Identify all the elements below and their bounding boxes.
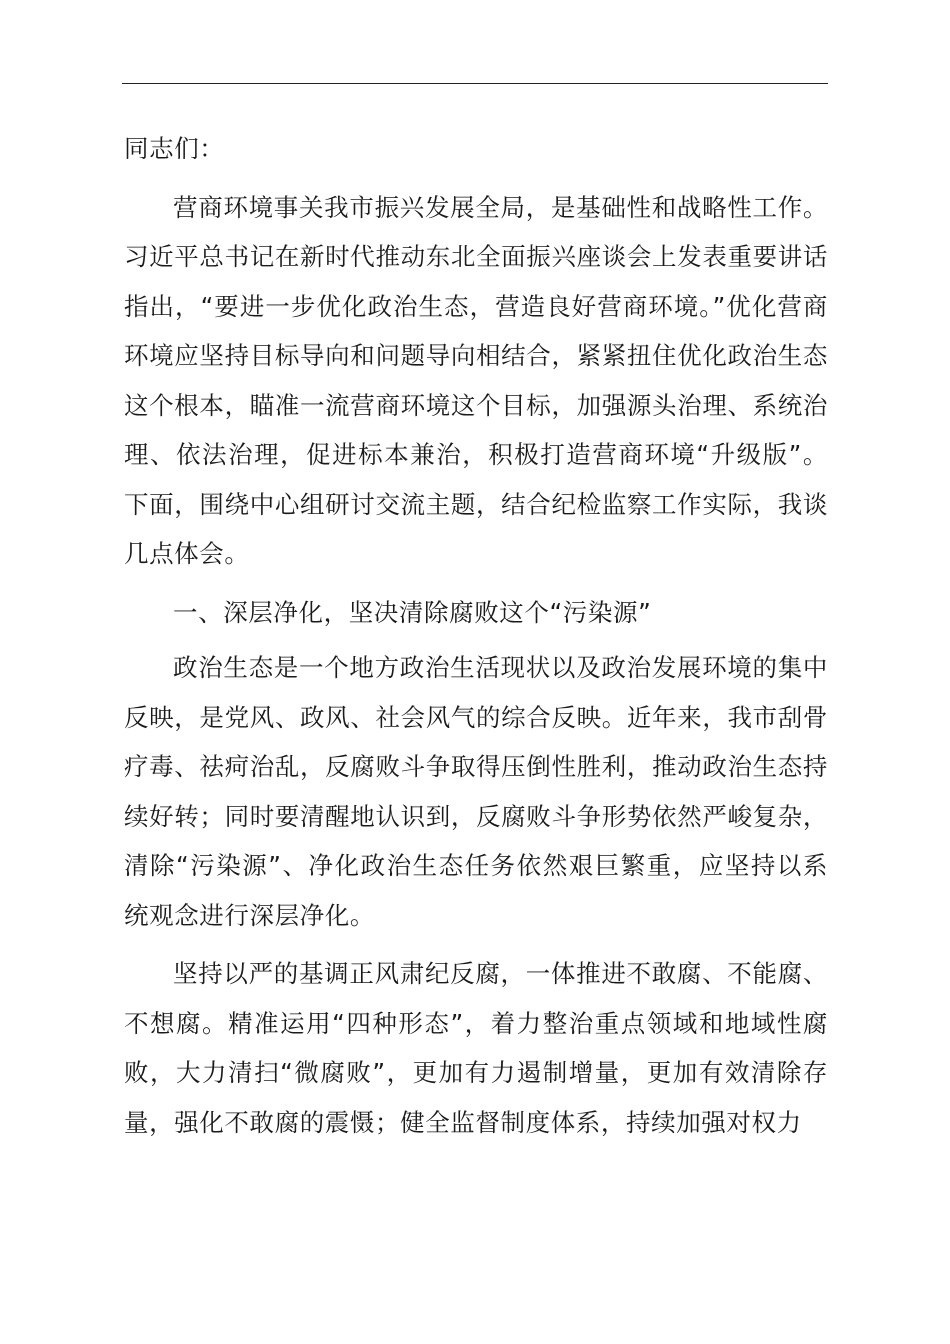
salutation: 同志们： <box>124 134 225 163</box>
intro-paragraph: 营商环境事关我市振兴发展全局，是基础性和战略性工作。习近平总书记在新时代推动东北全面振兴座谈会上发表重要讲话指出，“要进一步优化政治生态，营造良好营商环境。”优化营商环境应坚持目标导向和问题导向相结合，紧紧扭住优化政治生态这个根本，瞄准一流营商环境这个目标，加强源头治理、系统治理、依法治理，促进标本兼治，积极打造营商环境“升级版”。下面，围绕中心组研讨交流主题，结合纪检监察工作实际，我谈几点体会。 <box>124 192 828 568</box>
body-paragraph: 坚持以严的基调正风肃纪反腐，一体推进不敢腐、不能腐、不想腐。精准运用“四种形态”，着力整治重点领域和地域性腐败，大力清扫“微腐败”，更加有力遏制增量，更加有效清除存量，强化不敢腐的震慑；健全监督制度体系，持续加强对权力 <box>124 959 828 1137</box>
body-paragraph: 政治生态是一个地方政治生活现状以及政治发展环境的集中反映，是党风、政风、社会风气的综合反映。近年来，我市刮骨疗毒、祛疴治乱，反腐败斗争取得压倒性胜利，推动政治生态持续好转；同时要清醒地认识到，反腐败斗争形势依然严峻复杂，清除“污染源”、净化政治生态任务依然艰巨繁重，应坚持以系统观念进行深层净化。 <box>124 653 828 930</box>
document-body <box>124 124 828 1147</box>
section-heading-1: 一、深层净化，坚决清除腐败这个“污染源” <box>173 597 652 627</box>
header-rule <box>122 83 828 84</box>
